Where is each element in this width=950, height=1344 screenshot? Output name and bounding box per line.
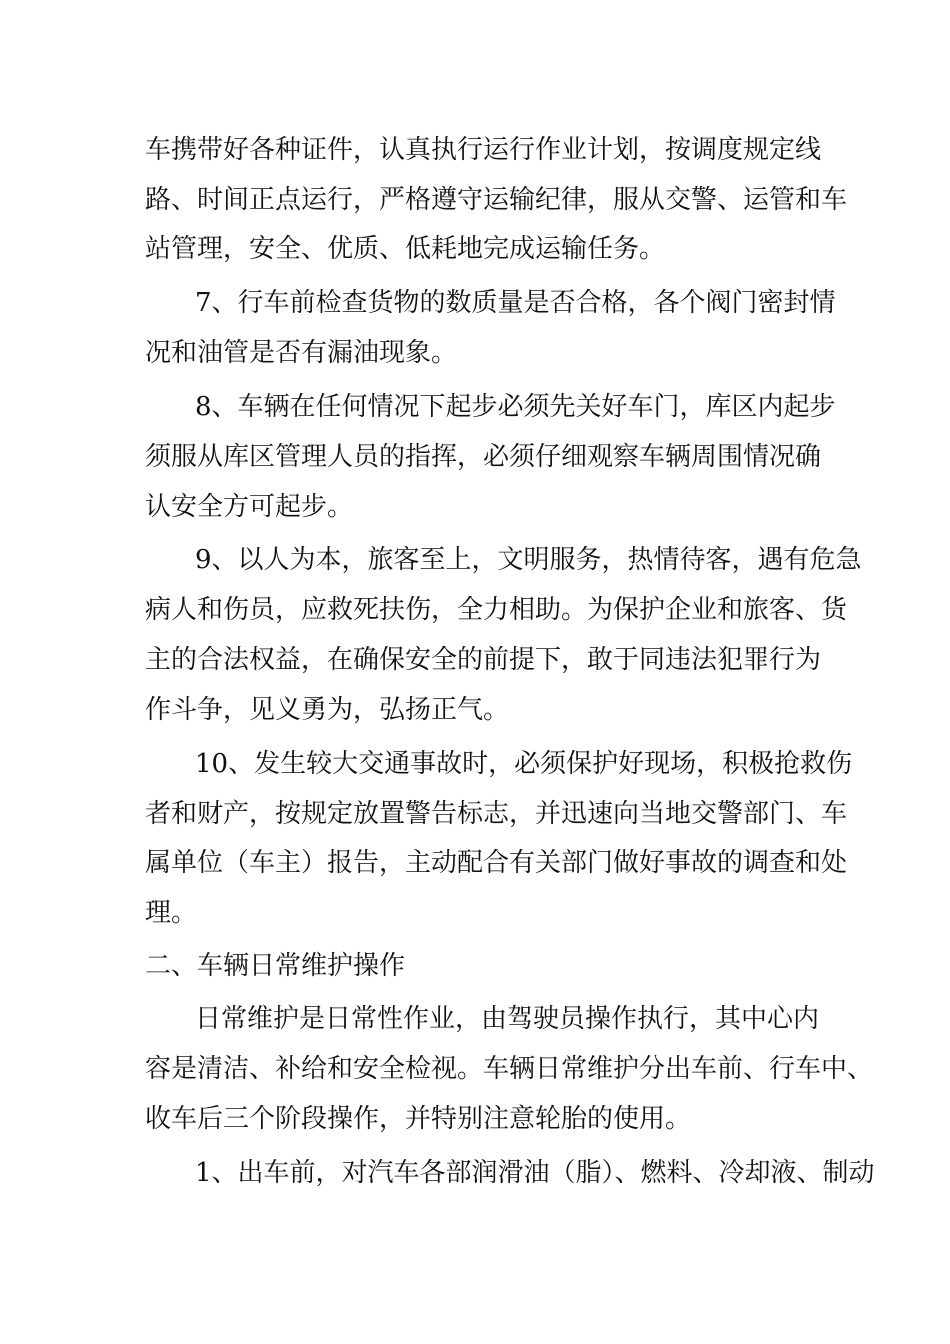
section-heading: 二、车辆日常维护操作 <box>145 951 406 981</box>
text-line: 收车后三个阶段操作，并特别注意轮胎的使用。 <box>145 1104 692 1134</box>
text-line: 属单位（车主）报告，主动配合有关部门做好事故的调查和处 <box>145 848 848 878</box>
text-line: 者和财产，按规定放置警告标志，并迅速向当地交警部门、车 <box>145 799 848 829</box>
text-line: 认安全方可起步。 <box>145 492 354 522</box>
text-line: 须服从库区管理人员的指挥，必须仔细观察车辆周围情况确 <box>145 442 822 472</box>
text-line: 容是清洁、补给和安全检视。车辆日常维护分出车前、行车中、 <box>145 1054 874 1084</box>
text-line: 主的合法权益，在确保安全的前提下，敢于同违法犯罪行为 <box>145 645 822 675</box>
text-line: 8、车辆在任何情况下起步必须先关好车门，库区内起步 <box>195 392 836 422</box>
text-line: 7、行车前检查货物的数质量是否合格，各个阀门密封情 <box>195 288 836 318</box>
text-line: 病人和伤员，应救死扶伤，全力相助。为保护企业和旅客、货 <box>145 595 848 625</box>
text-line: 作斗争，见义勇为，弘扬正气。 <box>145 695 510 725</box>
text-line: 理。 <box>145 898 198 928</box>
text-line: 车携带好各种证件，认真执行运行作业计划，按调度规定线 <box>145 135 822 165</box>
text-line: 9、以人为本，旅客至上，文明服务，热情待客，遇有危急 <box>195 545 862 575</box>
text-line: 10、发生较大交通事故时，必须保护好现场，积极抢救伤 <box>195 749 853 779</box>
text-line: 路、时间正点运行，严格遵守运输纪律，服从交警、运管和车 <box>145 185 848 215</box>
text-line: 1、出车前，对汽车各部润滑油（脂）、燃料、冷却液、制动 <box>195 1158 875 1188</box>
text-line: 站管理，安全、优质、低耗地完成运输任务。 <box>145 234 666 264</box>
text-line: 日常维护是日常性作业，由驾驶员操作执行，其中心内 <box>195 1004 820 1034</box>
text-line: 况和油管是否有漏油现象。 <box>145 338 458 368</box>
